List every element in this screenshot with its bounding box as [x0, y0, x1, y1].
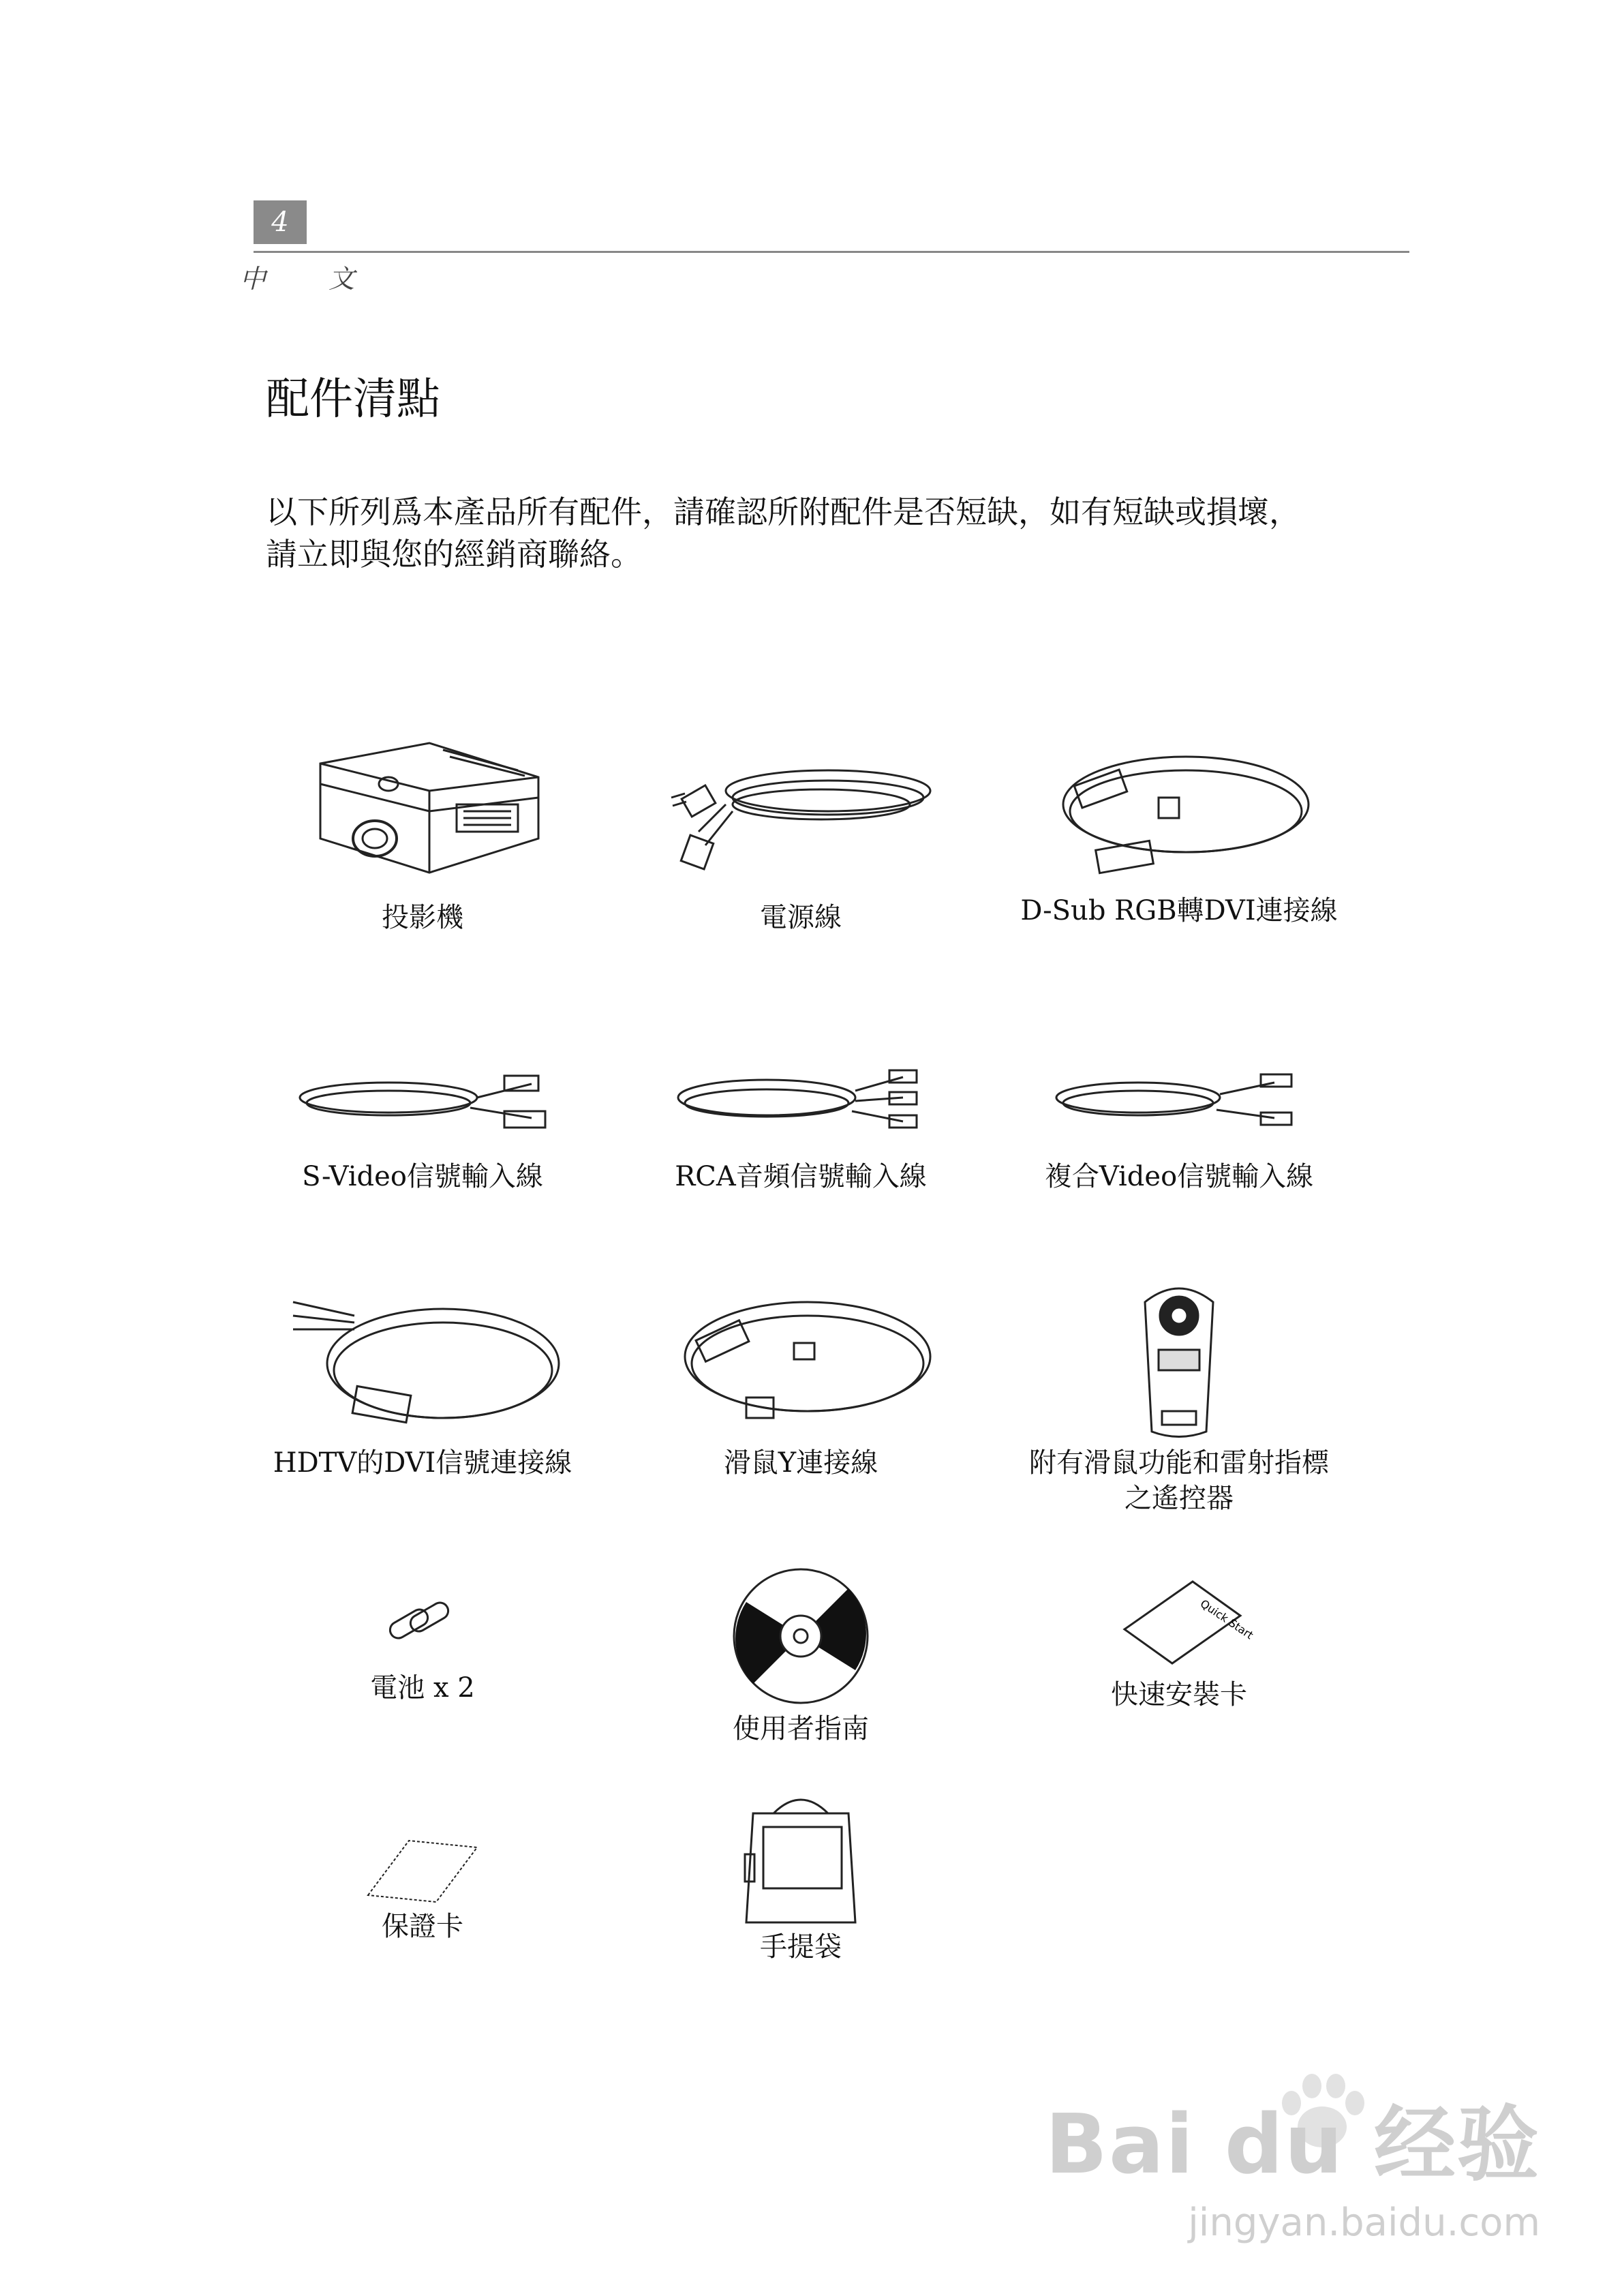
- item-cd: [610, 1561, 992, 1747]
- watermark-url: jingyan.baidu.com: [1188, 2201, 1540, 2245]
- batteries-icon: [354, 1568, 491, 1670]
- item-label: 電池 x 2: [370, 1672, 475, 1704]
- item-svideo-cable: [232, 1050, 613, 1194]
- item-label: 滑鼠Y連接線: [723, 1447, 878, 1479]
- quick-start-card-icon: [1104, 1568, 1254, 1677]
- item-batteries: [232, 1568, 613, 1706]
- quick-start-card-text: Quick Start: [1197, 1597, 1256, 1642]
- rca-cable-icon: [658, 1050, 944, 1159]
- item-label: 使用者指南: [733, 1713, 869, 1744]
- language-label: 中 文: [240, 264, 382, 294]
- baidu-watermark: [1045, 2079, 1540, 2245]
- mouse-y-cable-icon: [658, 1282, 944, 1445]
- item-composite-cable: [988, 1050, 1370, 1194]
- item-label: RCA音頻信號輸入線: [675, 1161, 927, 1192]
- item-label: 投影機: [382, 902, 463, 933]
- page-number: 4: [254, 200, 307, 244]
- item-label: 電源線: [760, 902, 842, 933]
- item-projector: [232, 736, 613, 935]
- item-quick-start-card: [988, 1568, 1370, 1712]
- item-mouse-y-cable: [610, 1282, 992, 1481]
- carry-bag-icon: [726, 1786, 876, 1929]
- watermark-brand: Bai du 经验: [1045, 2098, 1540, 2192]
- item-label: HDTV的DVI信號連接線: [273, 1447, 572, 1479]
- item-label: D-Sub RGB轉DVI連接線: [1020, 895, 1338, 926]
- warranty-card-icon: [354, 1827, 491, 1909]
- item-label: 保證卡: [382, 1911, 463, 1942]
- item-remote-control: [988, 1275, 1370, 1516]
- item-warranty-card: [232, 1827, 613, 1944]
- power-cord-icon: [658, 736, 944, 900]
- hdtv-dvi-cable-icon: [273, 1282, 572, 1445]
- section-title: 配件清點: [266, 374, 440, 425]
- svideo-cable-icon: [279, 1050, 566, 1159]
- header-rule: [254, 251, 1409, 253]
- item-label: 快速安裝卡: [1111, 1679, 1247, 1710]
- intro-paragraph: 以下所列爲本產品所有配件，請確認所附配件是否短缺，如有短缺或損壞，請立即與您的經銷商聯絡。: [266, 494, 1300, 573]
- item-hdtv-dvi-cable: [232, 1282, 613, 1481]
- item-rca-cable: [610, 1050, 992, 1194]
- composite-cable-icon: [1036, 1050, 1322, 1159]
- item-power-cord: [610, 736, 992, 935]
- item-label: 複合Video信號輸入線: [1044, 1161, 1314, 1192]
- remote-control-icon: [1111, 1275, 1247, 1445]
- dsub-dvi-cable-icon: [1036, 736, 1322, 893]
- item-label: S-Video信號輸入線: [302, 1161, 543, 1192]
- item-dsub-dvi-cable: [988, 736, 1370, 928]
- projector-icon: [293, 736, 552, 900]
- item-label: 手提袋: [760, 1931, 842, 1963]
- item-carry-bag: [610, 1786, 992, 1965]
- item-label: 附有滑鼠功能和雷射指標 之遙控器: [1029, 1447, 1329, 1514]
- cd-icon: [726, 1561, 876, 1711]
